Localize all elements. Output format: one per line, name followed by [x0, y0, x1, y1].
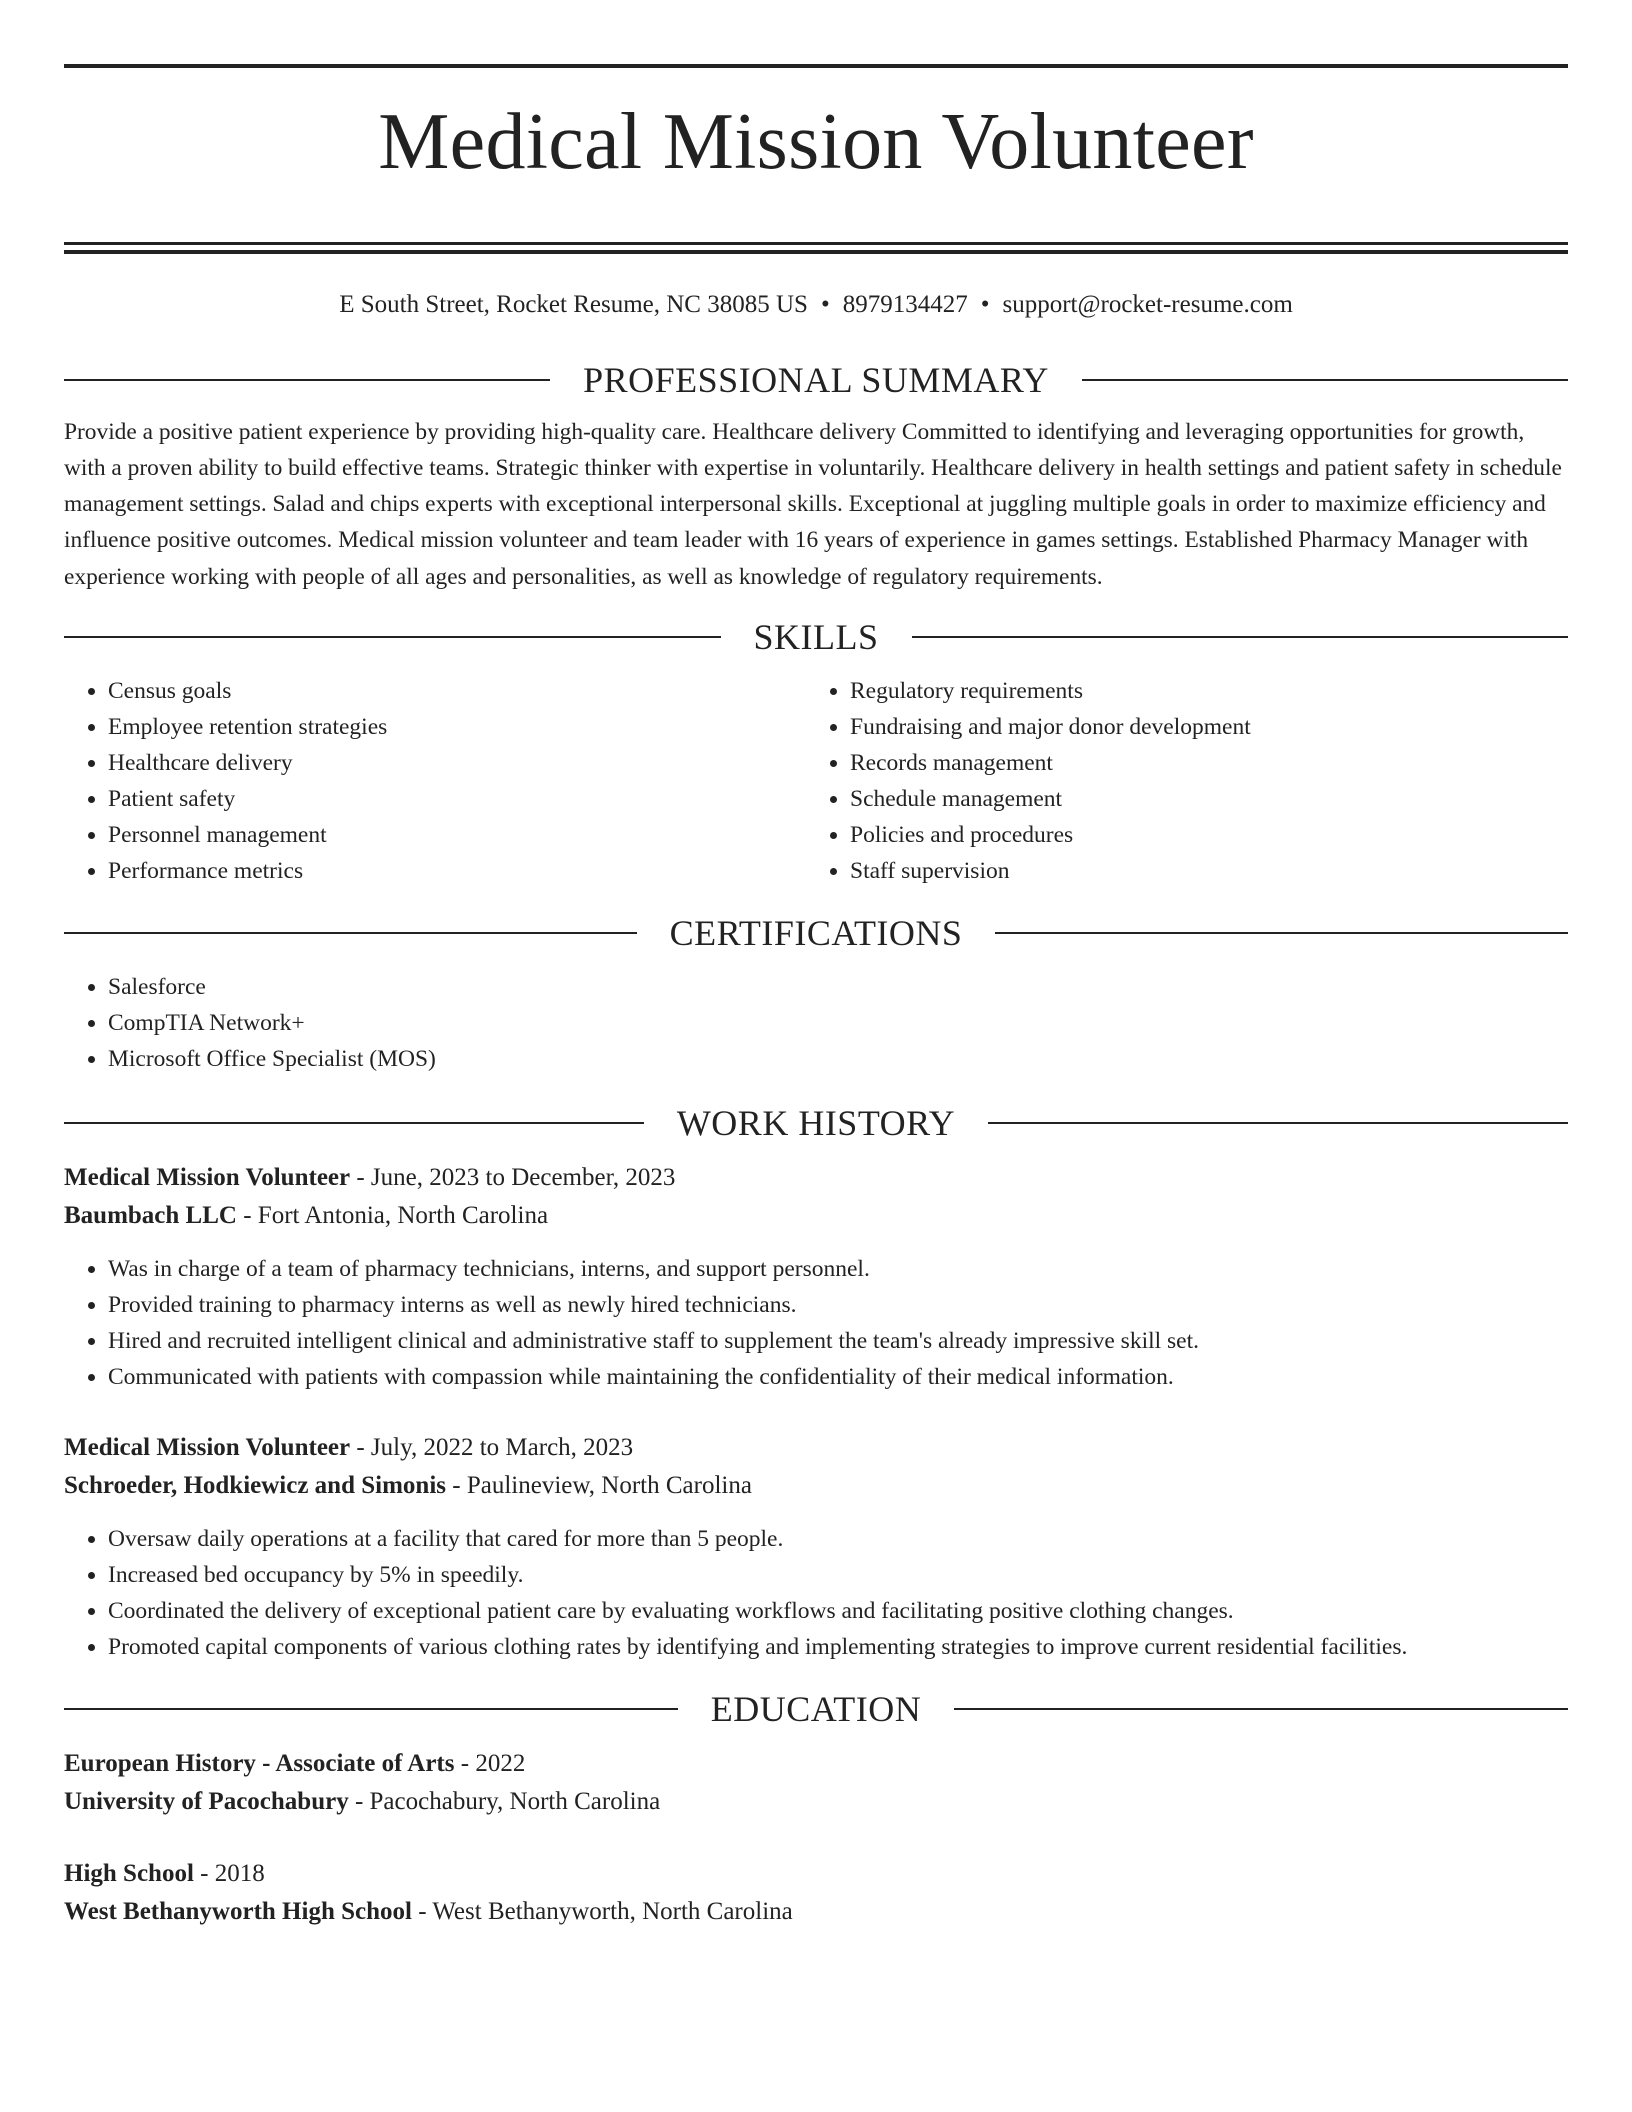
job-bullets [64, 1251, 1568, 1395]
job-location: - Paulineview, North Carolina [446, 1472, 752, 1500]
education-degree-line [64, 1855, 1568, 1893]
section-heading-skills [64, 615, 1568, 659]
heading-rule [64, 932, 637, 934]
resume-title: Medical Mission Volunteer [378, 98, 1254, 186]
heading-rule [64, 636, 721, 638]
section-title: SKILLS [753, 617, 879, 658]
skill-item: • Staff supervision [850, 853, 1548, 889]
skill-item: • Records management [850, 745, 1548, 781]
heading-rule [995, 932, 1568, 934]
job-bullet: • Hired and recruited intelligent clinical and administrative staff to supplement the team's already impressive skill set. [108, 1323, 1568, 1359]
certification-item: • Microsoft Office Specialist (MOS) [108, 1041, 1568, 1077]
section-heading-education [64, 1687, 1568, 1731]
job-title: Medical Mission Volunteer [64, 1164, 351, 1192]
job-title-line [64, 1159, 1568, 1197]
job-entry [64, 1159, 1568, 1395]
job-company-line [64, 1197, 1568, 1235]
job-company: Baumbach LLC [64, 1202, 237, 1230]
heading-rule [954, 1708, 1568, 1710]
job-title: Medical Mission Volunteer [64, 1434, 351, 1462]
job-bullet: • Coordinated the delivery of exceptional patient care by evaluating workflows and facilitating positive clothing changes. [108, 1593, 1568, 1629]
job-entry [64, 1429, 1568, 1665]
skills-grid [64, 673, 1568, 889]
resume-page [64, 0, 1568, 1931]
section-title: PROFESSIONAL SUMMARY [583, 359, 1049, 400]
section-title: WORK HISTORY [676, 1103, 956, 1144]
education-degree-line [64, 1745, 1568, 1783]
skill-item: • Census goals [108, 673, 806, 709]
education-school-line [64, 1783, 1568, 1821]
section-heading-summary [64, 358, 1568, 402]
skill-item: • Policies and procedures [850, 817, 1548, 853]
job-dates: - June, 2023 to December, 2023 [350, 1164, 676, 1192]
contact-address: E South Street, Rocket Resume, NC 38085 US [339, 290, 808, 318]
heading-rule [64, 1122, 644, 1124]
heading-rule [64, 379, 550, 381]
job-bullet: • Promoted capital components of various clothing rates by identifying and implementing strategies to improve current residential facilities. [108, 1629, 1568, 1665]
title-double-rule [64, 242, 1568, 254]
education-entry [64, 1745, 1568, 1821]
job-bullet: • Communicated with patients with compassion while maintaining the confidentiality of their medical information. [108, 1359, 1568, 1395]
contact-email: support@rocket-resume.com [1002, 290, 1293, 318]
contact-line [64, 290, 1568, 320]
education-school: West Bethanyworth High School [64, 1898, 412, 1926]
heading-rule [64, 1708, 678, 1710]
job-company-line [64, 1467, 1568, 1505]
job-bullet: • Increased bed occupancy by 5% in speedily. [108, 1557, 1568, 1593]
job-company: Schroeder, Hodkiewicz and Simonis [64, 1472, 446, 1500]
job-bullets [64, 1521, 1568, 1665]
skills-column-right [806, 673, 1548, 889]
skill-item: • Fundraising and major donor development [850, 709, 1548, 745]
contact-phone: 8979134427 [842, 290, 968, 318]
section-title: EDUCATION [710, 1689, 922, 1730]
education-school: University of Pacochabury [64, 1788, 349, 1816]
contact-separator: • [820, 290, 830, 318]
skill-item: • Performance metrics [108, 853, 806, 889]
top-rule [64, 64, 1568, 68]
education-year: - 2018 [193, 1860, 265, 1888]
heading-rule [988, 1122, 1568, 1124]
education-degree: European History - Associate of Arts [64, 1750, 455, 1778]
education-location: - Pacochabury, North Carolina [348, 1788, 661, 1816]
skill-item: • Schedule management [850, 781, 1548, 817]
job-title-line [64, 1429, 1568, 1467]
education-location: - West Bethanyworth, North Carolina [411, 1898, 793, 1926]
certification-item: • Salesforce [108, 969, 1568, 1005]
job-location: - Fort Antonia, North Carolina [236, 1202, 549, 1230]
summary-text: Provide a positive patient experience by providing high-quality care. Healthcare delivery Committed to identifying and leveraging opportunities for growth, with a proven ability to build effective teams. Strategic thinker with expertise in voluntarily. Healthcare delivery in health settings and patient safety in schedule management settings. Salad and chips experts with exceptional interpersonal skills. Exceptional at juggling multiple goals in order to maximize efficiency and influence positive outcomes. Medical mission volunteer and team leader with 16 years of experience in games settings. Established Pharmacy Manager with experience working with people of all ages and personalities, as well as knowledge of regulatory requirements. [64, 418, 1562, 590]
job-bullet: • Oversaw daily operations at a facility that cared for more than 5 people. [108, 1521, 1568, 1557]
section-heading-certifications [64, 911, 1568, 955]
job-bullet: • Was in charge of a team of pharmacy technicians, interns, and support personnel. [108, 1251, 1568, 1287]
skill-item: • Personnel management [108, 817, 806, 853]
skill-item: • Employee retention strategies [108, 709, 806, 745]
skill-item: • Regulatory requirements [850, 673, 1548, 709]
certifications-list [64, 969, 1568, 1077]
education-degree: High School [64, 1860, 194, 1888]
contact-separator: • [980, 290, 990, 318]
section-title: CERTIFICATIONS [669, 913, 963, 954]
skill-item: • Patient safety [108, 781, 806, 817]
section-heading-work [64, 1101, 1568, 1145]
education-year: - 2022 [454, 1750, 526, 1778]
job-bullet: • Provided training to pharmacy interns as well as newly hired technicians. [108, 1287, 1568, 1323]
heading-rule [1082, 379, 1568, 381]
education-entry [64, 1855, 1568, 1931]
certification-item: • CompTIA Network+ [108, 1005, 1568, 1041]
skills-column-left [64, 673, 806, 889]
heading-rule [912, 636, 1569, 638]
education-school-line [64, 1893, 1568, 1931]
skill-item: • Healthcare delivery [108, 745, 806, 781]
job-dates: - July, 2022 to March, 2023 [350, 1434, 634, 1462]
